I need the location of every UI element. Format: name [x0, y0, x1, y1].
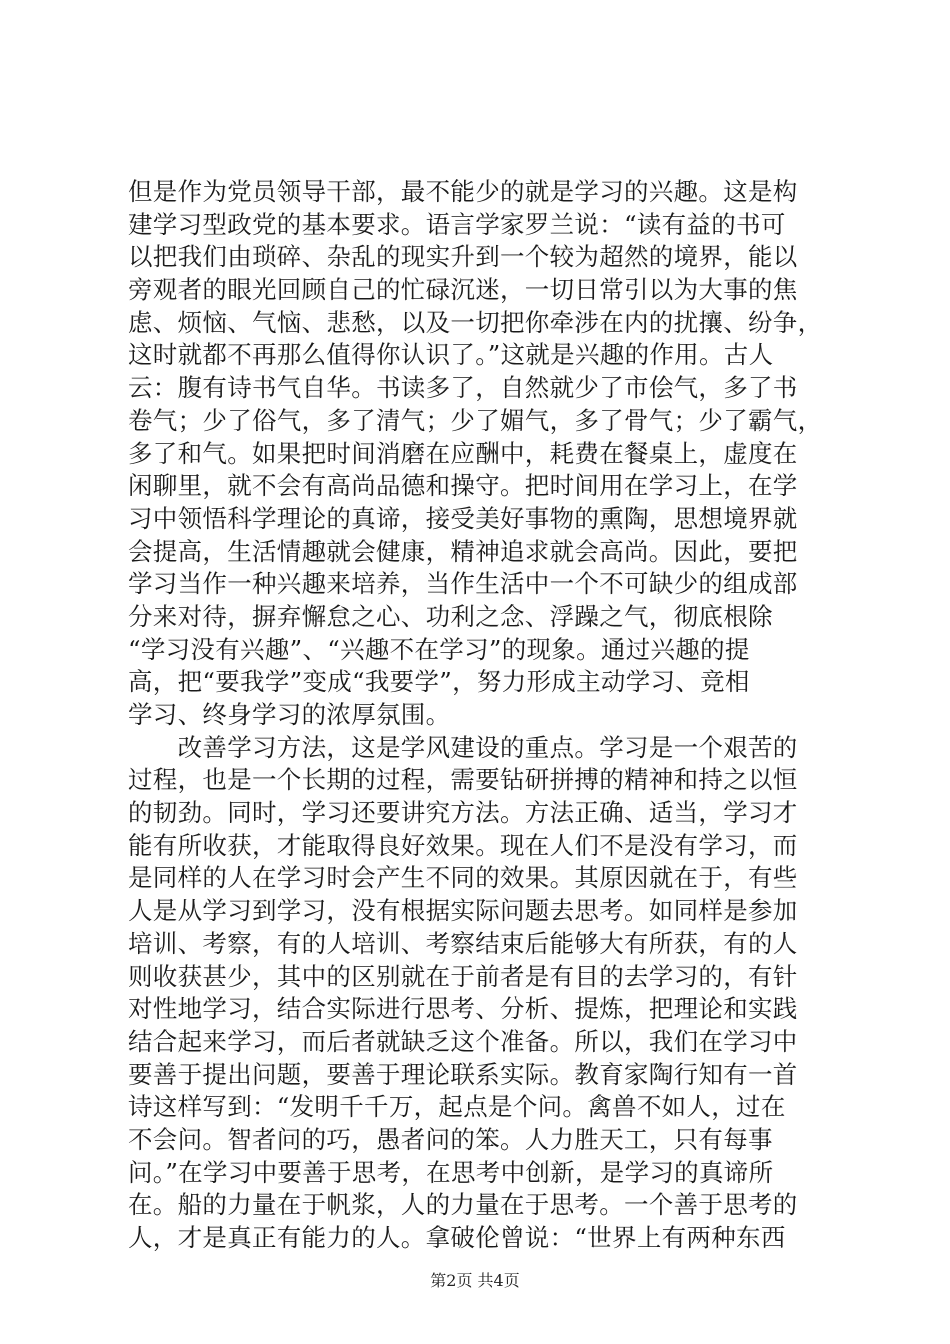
text-line: 学习当作一种兴趣来培养，当作生活中一个不可缺少的组成部: [128, 569, 798, 599]
text-line: 问。”在学习中要善于思考，在思考中创新，是学习的真谛所: [128, 1157, 774, 1187]
text-line: 建学习型政党的基本要求。语言学家罗兰说：“读有益的书可: [128, 209, 786, 239]
text-line: 结合起来学习，而后者就缺乏这个准备。所以，我们在学习中: [128, 1026, 798, 1056]
text-line: 卷气；少了俗气，多了清气；少了媚气，多了骨气；少了霸气，: [128, 405, 823, 435]
text-line: 则收获甚少，其中的区别就在于前者是有目的去学习的，有针: [128, 961, 798, 991]
text-line: 学习、终身学习的浓厚氛围。: [128, 700, 451, 729]
text-line: 旁观者的眼光回顾自己的忙碌沉迷，一切日常引以为大事的焦: [128, 275, 798, 305]
text-line: 人，才是真正有能力的人。拿破伦曾说：“世界上有两种东西: [128, 1223, 786, 1252]
text-line: 诗这样写到：“发明千千万，起点是个问。禽兽不如人，过在: [128, 1092, 786, 1122]
text-line: 在。船的力量在于帆浆，人的力量在于思考。一个善于思考的: [128, 1190, 798, 1220]
text-line: 不会问。智者问的巧，愚者问的笨。人力胜天工，只有每事: [128, 1124, 773, 1154]
paragraph-start-line: 改善学习方法，这是学风建设的重点。学习是一个艰苦的: [128, 732, 798, 762]
text-line: 能有所收获，才能取得良好效果。现在人们不是没有学习，而: [128, 830, 798, 860]
text-line: 闲聊里，就不会有高尚品德和操守。把时间用在学习上，在学: [128, 471, 798, 501]
text-line: 的韧劲。同时，学习还要讲究方法。方法正确、适当，学习才: [128, 798, 798, 828]
text-line: 分来对待，摒弃懈怠之心、功利之念、浮躁之气，彻底根除: [128, 601, 773, 631]
text-line: 过程，也是一个长期的过程，需要钻研拼搏的精神和持之以恒: [128, 765, 798, 795]
text-line: 要善于提出问题，要善于理论联系实际。教育家陶行知有一首: [128, 1059, 798, 1089]
text-line: 云：腹有诗书气自华。书读多了，自然就少了市侩气，多了书: [128, 373, 798, 403]
text-line: “学习没有兴趣”、“兴趣不在学习”的现象。通过兴趣的提: [128, 634, 750, 664]
text-line: 人是从学习到学习，没有根据实际问题去思考。如同样是参加: [128, 896, 798, 926]
text-line: 对性地学习，结合实际进行思考、分析、提炼，把理论和实践: [128, 994, 798, 1024]
text-line: 会提高，生活情趣就会健康，精神追求就会高尚。因此，要把: [128, 536, 798, 566]
text-line: 但是作为党员领导干部，最不能少的就是学习的兴趣。这是构: [128, 177, 798, 206]
text-line: 习中领悟科学理论的真谛，接受美好事物的熏陶，思想境界就: [128, 503, 798, 533]
text-line: 虑、烦恼、气恼、悲愁，以及一切把你牵涉在内的扰攘、纷争，: [128, 307, 823, 337]
text-line: 这时就都不再那么值得你认识了。”这就是兴趣的作用。古人: [128, 340, 774, 370]
text-line: 多了和气。如果把时间消磨在应酬中，耗费在餐桌上，虚度在: [128, 438, 798, 468]
text-line: 高，把“要我学”变成“我要学”，努力形成主动学习、竞相: [128, 667, 750, 697]
body-text: [128, 176, 828, 1255]
text-line: 是同样的人在学习时会产生不同的效果。其原因就在于，有些: [128, 863, 798, 893]
text-line: 培训、考察，有的人培训、考察结束后能够大有所获，有的人: [128, 928, 798, 958]
page-number-footer: 第2页 共4页: [430, 1271, 520, 1290]
text-line: 以把我们由琐碎、杂乱的现实升到一个较为超然的境界，能以: [128, 242, 798, 272]
